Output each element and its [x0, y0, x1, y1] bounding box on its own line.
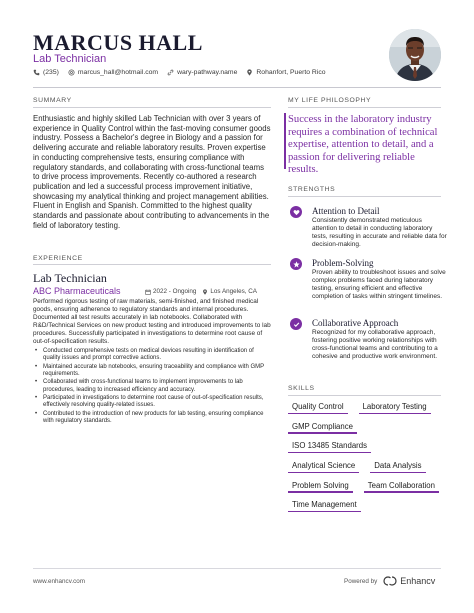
- skill-tag: Time Management: [288, 499, 361, 512]
- powered-by-label: Powered by: [344, 577, 378, 585]
- contact-phone[interactable]: [33, 69, 59, 76]
- skill-tag: Team Collaboration: [364, 480, 439, 493]
- footer-divider: [33, 568, 441, 569]
- experience-heading: EXPERIENCE: [33, 255, 83, 262]
- job-meta: [145, 288, 263, 295]
- email-text: marcus_hall@hotmail.com: [77, 69, 159, 76]
- skills-row: [288, 440, 444, 460]
- skills-divider: [288, 395, 441, 396]
- job-location: [202, 288, 257, 295]
- phone-icon: [33, 69, 40, 76]
- list-item: • Conducted comprehensive tests on medical devices resulting in identification of quality issues and prompt corrective actions.: [33, 348, 271, 362]
- philosophy-heading: MY LIFE PHILOSOPHY: [288, 97, 372, 104]
- email-icon: [68, 69, 75, 76]
- check-icon: [290, 318, 302, 330]
- job-dates: [145, 288, 196, 295]
- list-item: • Participated in investigations to determine root cause of out-of-specification results, effectively resolving quality-related issues.: [33, 395, 271, 409]
- company-name: ABC Pharmaceuticals: [33, 286, 121, 296]
- skills-heading: SKILLS: [288, 385, 315, 392]
- contact-bar: [33, 69, 335, 76]
- skill-tag: Problem Solving: [288, 480, 353, 493]
- job-title: Lab Technician: [33, 271, 107, 285]
- website-text: wary-pathway.name: [177, 69, 238, 76]
- strength-description: Consistently demonstrated meticulous attention to detail in conducting laboratory tests, resulting in accurate and reliable data for decision-making.: [312, 217, 447, 248]
- star-icon: [290, 258, 302, 270]
- strength-description: Proven ability to troubleshoot issues and solve complex problems faced during laboratory testing, ensuring efficient and effective completion of tasks within stringent timelines.: [312, 269, 446, 300]
- profile-photo: [389, 29, 441, 81]
- portrait-image: [389, 29, 441, 81]
- philosophy-quote: Success in the laboratory industry requires a combination of technical expertise, attention to detail, and a passion for delivering reliable results.: [288, 114, 438, 176]
- skill-tag: Quality Control: [288, 401, 348, 414]
- calendar-icon: [145, 289, 151, 295]
- skill-tag: Analytical Science: [288, 460, 359, 473]
- skills-row: [288, 421, 444, 441]
- strength-description: Recognized for my collaborative approach, fostering positive working relationships with cross-functional teams and contributing to a cohesive and productive work environment.: [312, 329, 438, 360]
- candidate-name: MARCUS HALL: [33, 30, 203, 55]
- summary-heading: SUMMARY: [33, 97, 72, 104]
- location-icon: [202, 289, 208, 295]
- skill-tag: Laboratory Testing: [359, 401, 431, 414]
- job-location-text: Los Angeles, CA: [210, 288, 257, 295]
- location-icon: [246, 69, 253, 76]
- philosophy-divider: [288, 107, 441, 108]
- philosophy-accent-bar: [284, 113, 286, 169]
- list-item: • Contributed to the introduction of new products for lab testing, ensuring compliance with regulatory standards.: [33, 411, 271, 425]
- skill-tag: Data Analysis: [370, 460, 425, 473]
- contact-location: [246, 69, 325, 76]
- footer-website[interactable]: www.enhancv.com: [33, 578, 86, 585]
- job-bullets: [33, 348, 271, 427]
- brand-logo[interactable]: [383, 576, 435, 586]
- heart-icon: [290, 206, 302, 218]
- strengths-divider: [288, 196, 441, 197]
- brand-name: Enhancv: [400, 576, 436, 586]
- skills-row: [288, 460, 444, 480]
- summary-text: Enthusiastic and highly skilled Lab Technician with over 3 years of experience in Quality Control within the fast-moving consumer goods industry. Possess a Bachelor's degree in Biology and a passion for delivering accurate and reliable laboratory results. Proven expertise in conducting comprehensive tests, ensuring compliance with regulatory standards, and collaborating with cross-functional teams to drive process improvements. Recently co-authored a research publication and led a successful process improvement initiative, showcasing my analytical thinking and project management abilities. Fluent in English and Spanish. Committed to the highest quality standards and passionate about contributing to advancements in the field of laboratory testing.: [33, 114, 271, 230]
- job-description: Performed rigorous testing of raw materials, semi-finished, and finished medical goods, ensuring adherence to regulatory standards and internal procedures. Documented all test results accurately in lab notebooks. Collaborated with R&D/Technical Services on new product testing and introduced improvements to lab procedures. Successfully participated in investigations to determine root cause of out-of-specification results.: [33, 298, 271, 345]
- enhancv-logo-icon: [383, 576, 397, 586]
- strengths-heading: STRENGTHS: [288, 186, 336, 193]
- experience-divider: [33, 264, 271, 265]
- header-divider: [33, 87, 441, 88]
- summary-divider: [33, 107, 271, 108]
- strength-title: Problem-Solving: [312, 258, 374, 268]
- phone-text: (235): [43, 69, 59, 76]
- contact-website[interactable]: [167, 69, 237, 76]
- strength-title: Collaborative Approach: [312, 318, 399, 328]
- link-icon: [167, 69, 174, 76]
- footer-branding: [344, 576, 435, 586]
- skills-row: [288, 499, 444, 519]
- strength-title: Attention to Detail: [312, 206, 380, 216]
- list-item: • Maintained accurate lab notebooks, ensuring traceability and compliance with GMP requirements.: [33, 364, 271, 378]
- skill-tag: ISO 13485 Standards: [288, 440, 371, 453]
- skill-tag: GMP Compliance: [288, 421, 357, 434]
- skills-row: [288, 480, 444, 500]
- contact-email[interactable]: [68, 69, 158, 76]
- job-dates-text: 2022 - Ongoing: [153, 288, 197, 295]
- candidate-role: Lab Technician: [33, 53, 107, 65]
- skills-list: [288, 401, 444, 519]
- skills-row: [288, 401, 444, 421]
- location-text: Rohanfort, Puerto Rico: [256, 69, 326, 76]
- list-item: • Collaborated with cross-functional teams to implement improvements to lab procedures, leading to increased efficiency and accuracy.: [33, 379, 271, 393]
